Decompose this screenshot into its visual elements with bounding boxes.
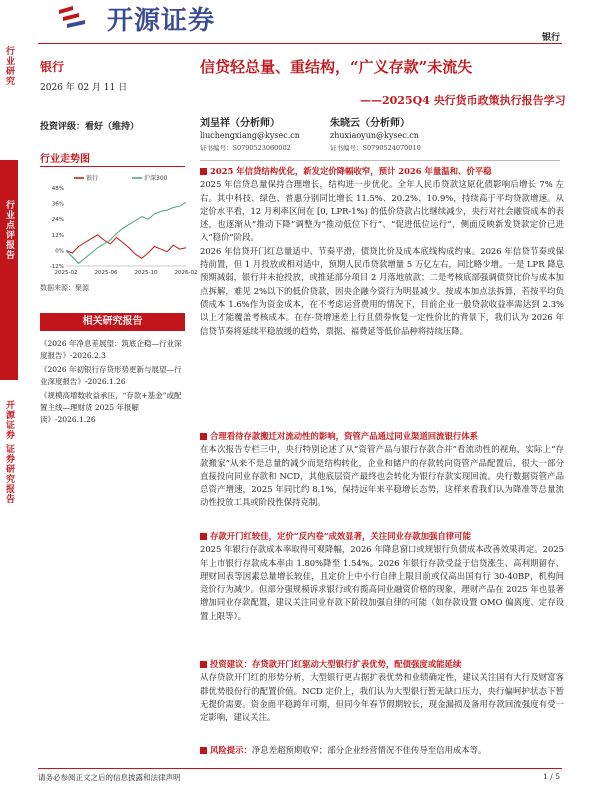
series-line-1 <box>66 202 186 263</box>
sidebar-bottom: 开源证券 证券研究报告 <box>0 380 18 560</box>
legend-label: 沪深300 <box>144 175 168 182</box>
bullet-icon <box>200 533 207 540</box>
report-body <box>200 165 564 338</box>
report-title: 信贷轻总量、重结构，“广义存款”未流失 <box>200 58 473 76</box>
footer-disclaimer: 请务必参阅正文之后的信息披露和法律声明 <box>38 773 181 782</box>
analyst-cert: 证书编号：S0790523060002 <box>200 144 291 152</box>
analyst-divider <box>200 160 560 161</box>
brand-logo <box>45 0 235 34</box>
section-heading: 2025 年信贷结构优化，新发定价降幅收窄，预计 2026 年量温和、价平稳 <box>200 165 564 178</box>
x-tick-label: 2025-06 <box>94 270 118 276</box>
x-tick-label: 2025-02 <box>54 270 78 276</box>
y-tick-label: 36% <box>51 201 64 208</box>
bullet-icon <box>200 661 207 668</box>
section-paragraph: 从存贷款开门红的形势分析，大型银行更占据扩表优势和业绩确定性，建议关注国有大行及财富客群优势股份行的配置价值。NCD 定价上，我们认为大型银行暂无缺口压力，央行偏呵护状态下暂无提价需要。资金面平稳跨年可期，但同今年春节假期较长，现金漏损及备用存款回流强度有受一定影响，建议关注。 <box>200 672 564 723</box>
bullet-icon <box>200 433 207 440</box>
x-tick-label: 2025-10 <box>134 270 158 276</box>
section-paragraph: 在本次报告专栏三中，央行特别论述了从“资管产品与银行存款合并”看流动性的视角，实际上“存款搬家”从来不是总量的减少而是结构转化，企业和储户的存款转向资管产品配置后，很大一部分直接投向同业存款和 NCD，其他底层资产最终也会转化为银行存款实现回流。央行数据资管产品总资产增速，2025 年同比约 8.1%，保持远年来平稳增长态势，这样来看我们认为降准等总量流动性投放工具或阶段性保持克制。 <box>200 444 564 508</box>
report-body-3 <box>200 530 564 623</box>
report-subtitle: ——2025Q4 央行货币政策执行报告学习 <box>360 94 566 107</box>
related-reports-title: 相关研究报告 <box>40 313 185 331</box>
footer-divider <box>38 768 562 769</box>
section-heading: 存款开门红较佳，定价“反内卷”成效显著，关注同业存款加强自律可能 <box>200 530 564 543</box>
related-reports-list <box>40 338 188 428</box>
y-tick-label: 12% <box>51 232 64 239</box>
analyst-card <box>330 118 421 154</box>
risk-warning <box>200 744 564 757</box>
section-paragraph: 2025 年银行存款成本率取得可观降幅，2026 年降息窗口或规银行负债成本改善效果再定。2025 年上市银行存款成本率由 1.80%降至 1.54%。2026 年银行存款受益于信贷涨生、高利期留存、理财回表等因素总量增长较佳，且定价上中小行自律上限目前或仅高出国有行 30-40BP，机构间竞价行为减少。但部分强规模诉求银行或有揽高同业融资价格的现象，理财产品在 2025 年也显著增加同业存款配置，建议关注同业存款下阶段加强自律的可能（如存款设置 OMO 偏离度、定存设置上限等）。 <box>200 544 564 621</box>
analyst-cert: 证书编号：S0790524070010 <box>330 144 421 152</box>
y-tick-label: 24% <box>51 217 64 224</box>
risk-text: 净息差超预期收窄；部分企业经营情况不佳传导至信用成本等。 <box>251 745 487 755</box>
header-divider <box>38 43 562 44</box>
bullet-icon <box>200 168 207 175</box>
report-body-2 <box>200 430 564 510</box>
analyst-email[interactable]: liuchengxiang@kysec.cn <box>200 131 300 140</box>
trend-chart <box>40 172 198 280</box>
related-report-item[interactable]: 《规模高增数收益承压，“存款+基金”或配置主线—理财货 2025 年报解读》-2026.1.26 <box>40 391 182 424</box>
y-tick-label: 48% <box>51 186 64 192</box>
section-paragraph: 2025 年信贷总量保持合理增长，结构进一步优化。全年人民币贷款这原化债影响后增长 7% 左右。其中科技、绿色、普惠分别同比增长 11.5%、20.2%、10.9%，持续高于平均贷款增速。从定价水平看，12 月利率区间在 [0, LPR-1%) 的低价贷款占比继续减少，央行对社会融资成本的表述，也逐渐从“推动下降”调整为“推动低位下行”、“促进低位运行”，侧面反映新发贷款定价已进入“稳价”阶段。 <box>200 179 564 243</box>
section-heading: 风险提示： 净息差超预期收窄；部分企业经营情况不佳传导至信用成本等。 <box>200 744 564 757</box>
analyst-name: 朱晓云（分析师） <box>330 118 410 129</box>
related-report-item[interactable]: 《2026 年初银行存贷形势更新与展望—行业深度报告》-2026.1.26 <box>40 365 182 386</box>
header-category: 银行 <box>541 33 560 43</box>
industry-title: 银行 <box>40 60 65 74</box>
section-heading: 合理看待存款搬迁对流动性的影响，资管产品通过同业渠道回流银行体系 <box>200 430 564 443</box>
trend-divider <box>40 166 185 167</box>
analyst-card <box>200 118 300 154</box>
y-tick-label: 0% <box>55 248 64 255</box>
series-line-0 <box>66 235 186 258</box>
section-heading: 投资建议：存贷款开门红驱动大型银行扩表优势，配债强度或能延续 <box>200 658 564 671</box>
bullet-icon <box>200 747 207 754</box>
trend-title: 行业走势图 <box>40 154 90 165</box>
sidebar-top: 行业研究 <box>0 40 18 150</box>
x-tick-label: 2026-02 <box>174 270 198 276</box>
analyst-name: 刘呈祥（分析师） <box>200 118 280 129</box>
report-body-4 <box>200 658 564 724</box>
chart-source: 数据来源：聚源 <box>40 284 89 292</box>
section-paragraph: 2026 年信贷开门红总量适中、节奏平滑，债贷比价及成本底线构成约束。2026 年信贷节奏或保持前置，但 1 月投放或相对适中，预期人民币贷款增量 5 万亿左右，同比略少增。一是 LPR 降息预期减弱，银行并未抢投放，或推延部分项目 2 月落地放款；二是考核底部强调债贷比价与成本加点拆解，难见 2%以下的低价贷款，因央企融今资行为明显减少。按成本加点法拆算，若按平均负债成本 1.6%作为资金成本，在不考虑运营费用的情况下，目前企业一般贷款收益率需达到 2.3%以上才能覆盖考核成本。在存-贷增速差上行且债券恢复一定性价比的背景下，我们认为 2026 年信贷节奏将延续平稳放缓的趋势，票据、福费延等低价品种将持续压降。 <box>200 245 564 336</box>
y-tick-label: -12% <box>49 264 64 270</box>
sidebar-middle: 行业点评报告 <box>0 160 18 390</box>
legend-label: 银行 <box>86 175 99 182</box>
related-report-item[interactable]: 《2026 年净息差展望：筑底企稳—行业深度报告》-2026.2.3 <box>40 339 182 360</box>
analyst-email[interactable]: zhuxiaoyun@kysec.cn <box>330 131 419 140</box>
page-number: 1 / 5 <box>543 772 560 781</box>
report-date: 2026 年 02 月 11 日 <box>40 83 128 93</box>
investment-rating: 投资评级：看好（维持） <box>40 122 140 132</box>
brand-mark-icon <box>55 4 97 32</box>
brand-name: 开源证券 <box>107 6 216 36</box>
